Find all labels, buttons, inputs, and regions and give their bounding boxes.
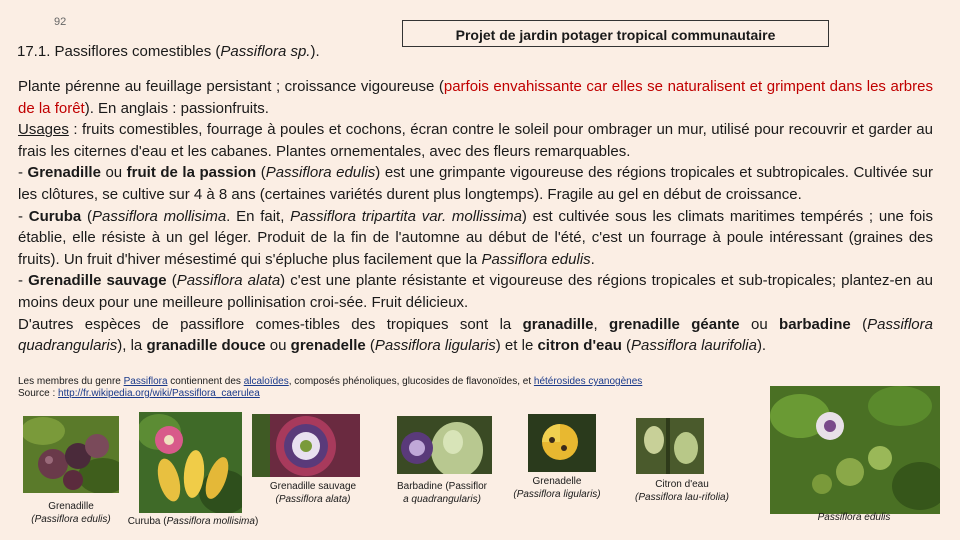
- curuba-paragraph: [18, 206, 933, 271]
- caption-grenadelle: [502, 476, 612, 501]
- heterosides-link[interactable]: hétérosides cyanogènes: [533, 376, 643, 387]
- text: ou: [739, 315, 780, 333]
- caption-grenadille-sauvage: [258, 481, 368, 506]
- text: (: [365, 337, 375, 355]
- caption-scientific: Passiflora mollisima: [166, 516, 255, 527]
- scientific-name: Passiflora mollisima: [92, 207, 227, 225]
- caption-scientific: a quadrangularis): [403, 493, 481, 505]
- title-italic: Passiflora sp.: [220, 43, 311, 60]
- scientific-name: Passiflora tripartita var. mollissima: [290, 207, 522, 225]
- scientific-name: Passiflora edulis: [481, 250, 591, 268]
- footnote: [18, 376, 642, 400]
- invasive-warning: parfois envahissante car elles se naturalisent et grimpent dans les arbres de la forêt: [18, 78, 933, 117]
- bold-term: grenadille géante: [609, 315, 740, 333]
- photo-passiflora-alata-flower: [252, 414, 360, 477]
- source-line: [18, 388, 642, 400]
- scientific-name: Passiflora quadrangularis: [18, 315, 933, 355]
- text: ou: [265, 337, 291, 355]
- text: , composés phénoliques, glucosides de flavonoïdes, et: [288, 376, 534, 387]
- bold-term: granadille: [522, 315, 594, 333]
- text: D'autres espèces de passiflore comes-tibles des tropiques sont la: [18, 315, 523, 333]
- text: (: [621, 337, 632, 355]
- sauvage-paragraph: [18, 270, 933, 313]
- text: . En fait,: [226, 207, 291, 225]
- dash: -: [18, 272, 29, 290]
- caption-scientific: (Passiflora alata): [275, 493, 351, 505]
- main-text: [18, 76, 933, 357]
- passiflora-link[interactable]: Passiflora: [123, 376, 168, 387]
- usages-label: Usages: [18, 121, 69, 139]
- text: ) est cultivée sous les climats maritimes tempérés ; une fois établie, elle résiste à un gel léger. Produit de la fin de l'automne au début de l'été, c'est un fourrage à poule intéressant (graines des fruits). Un fruit d'hiver mésestimé qui s'épluche plus facilement que la: [18, 207, 933, 268]
- source-link[interactable]: http://fr.wikipedia.org/wiki/Passiflora_caerulea: [58, 388, 260, 399]
- bold-term: Grenadille: [27, 164, 101, 182]
- text: (: [81, 207, 93, 225]
- caption-citron-d-eau: [622, 479, 742, 504]
- photo-barbadine: [397, 416, 492, 474]
- bold-term: fruit de la passion: [126, 164, 257, 182]
- toxicity-note: [18, 376, 642, 388]
- text: ) et le: [495, 337, 538, 355]
- photo-passiflora-edulis-fruit: [23, 416, 119, 493]
- caption-grenadille: [10, 501, 132, 526]
- caption-name: Grenadille: [48, 501, 94, 512]
- photo-citron-d-eau: [636, 418, 704, 474]
- caption-scientific: (Passiflora ligularis): [513, 488, 601, 500]
- caption-scientific: (Passiflora edulis): [31, 513, 111, 525]
- text: ,: [593, 315, 610, 333]
- scientific-name: Passiflora alata: [176, 272, 281, 290]
- usages-paragraph: [18, 119, 933, 162]
- section-title: [17, 43, 320, 60]
- text: Les membres du genre: [18, 376, 124, 387]
- text: ) c'est une plante résistante et vigoureuse des régions tropicales et sub-tropicales; plantez-en au moins deux pour une meilleure pollinisation croi-sée. Fruit délicieux.: [18, 272, 933, 311]
- dash: -: [18, 164, 28, 182]
- text: ), la: [117, 337, 147, 355]
- scientific-name: Passiflora laurifolia: [631, 337, 757, 355]
- caption-name: Barbadine (Passiflor: [396, 481, 488, 492]
- photo-curuba: [139, 412, 242, 513]
- bold-term: Grenadille sauvage: [28, 272, 167, 290]
- bold-term: Curuba: [28, 207, 82, 225]
- text: ) est une grimpante vigoureuse des régions tropicales et subtropicales. Cultivée sur les clôtures, se cultive sur 4 à 8 ans (certaines variétés durent plus longtemps). Fragile au gel en début de croissance.: [18, 164, 934, 203]
- caption-scientific: Passiflora edulis: [817, 512, 891, 523]
- text: ).: [756, 337, 767, 355]
- caption-name: Citron d'eau: [655, 479, 709, 490]
- bold-term: citron d'eau: [537, 337, 622, 355]
- scientific-name: Passiflora edulis: [265, 164, 376, 182]
- alcaloides-link[interactable]: alcaloïdes: [243, 376, 289, 387]
- text: .: [590, 250, 595, 268]
- bold-term: granadille douce: [146, 337, 266, 355]
- intro-text: Plante pérenne au feuillage persistant ; croissance vigoureuse (: [18, 78, 444, 95]
- text: ou: [100, 164, 127, 182]
- text: (: [166, 272, 177, 290]
- caption-end: ): [254, 516, 259, 527]
- intro-paragraph: [18, 76, 933, 119]
- text: contiennent des: [167, 376, 244, 387]
- dash: -: [18, 207, 29, 225]
- caption-name: Grenadille sauvage: [269, 481, 357, 492]
- source-label: Source :: [18, 388, 59, 399]
- caption-name: Grenadelle: [532, 476, 582, 487]
- text: (: [256, 164, 266, 182]
- scientific-name: Passiflora ligularis: [374, 337, 496, 355]
- photo-passiflora-edulis-plant: [770, 386, 940, 514]
- text: (: [850, 315, 868, 333]
- title-prefix: 17.1. Passiflores comestibles (: [17, 43, 221, 60]
- bold-term: grenadelle: [290, 337, 366, 355]
- intro-text-end: ). En anglais : passionfruits.: [84, 99, 269, 117]
- page-number: 92: [54, 16, 67, 28]
- photo-grenadelle: [528, 414, 596, 472]
- grenadille-paragraph: [18, 162, 933, 205]
- title-suffix: ).: [310, 43, 320, 60]
- caption-scientific: (Passiflora lau-rifolia): [635, 491, 729, 503]
- caption-passiflora-edulis: [800, 512, 908, 525]
- usages-text: : fruits comestibles, fourrage à poules et cochons, écran contre le soleil pour ombrager un mur, utilisé pour recouvrir et garder au frais les citernes d'eau et les cabanes. Plantes ornementales, avec des fleurs remarquables.: [18, 121, 933, 160]
- caption-curuba: [118, 516, 268, 529]
- bold-term: barbadine: [779, 315, 851, 333]
- autres-paragraph: [18, 314, 933, 357]
- caption-name: Curuba (: [127, 516, 167, 527]
- caption-barbadine: [386, 481, 498, 506]
- project-banner: Projet de jardin potager tropical communautaire: [402, 20, 829, 47]
